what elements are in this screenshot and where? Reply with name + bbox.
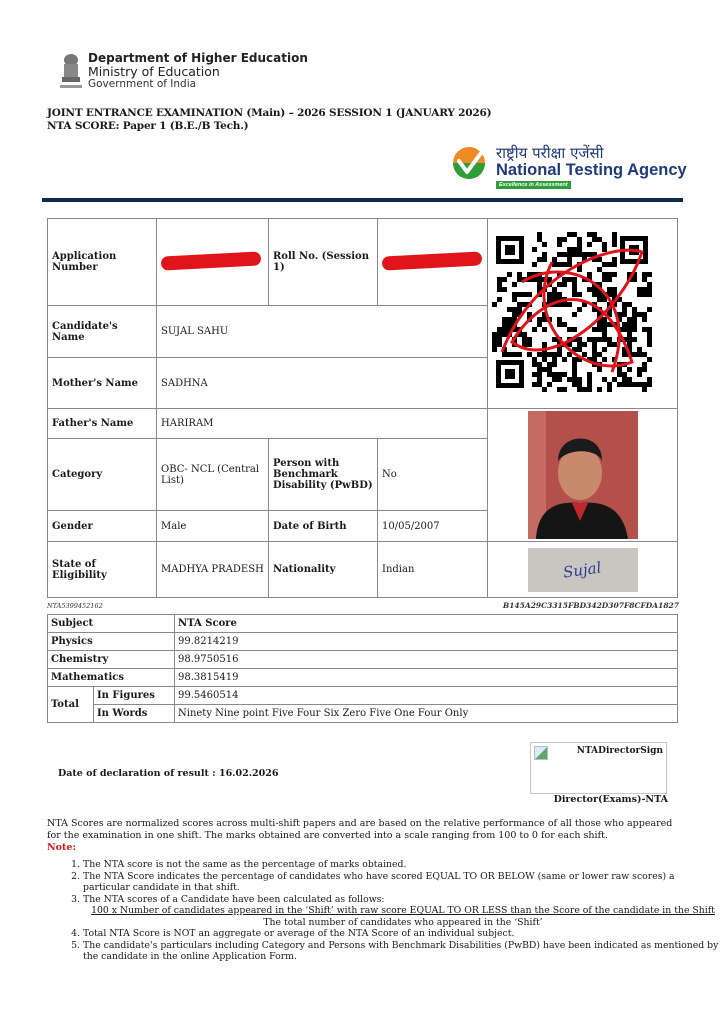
subject-header: Subject [48, 615, 175, 633]
formula-numerator: 100 x Number of candidates appeared in the ‘Shift’ with raw score EQUAL TO OR LESS than the Score of the candidate in the Shift [91, 905, 715, 916]
application-number-label: Application Number [48, 219, 157, 306]
candidate-photo [528, 411, 638, 539]
pwbd-label: Person with Benchmark Disability (PwBD) [269, 439, 378, 511]
nta-score-explanation: NTA Scores are normalized scores across multi-shift papers and are based on the relative performance of all those who appeared for the examination in one shift. The marks obtained are converted into a scale ranging from 100 to 0 for each shift. [47, 818, 673, 841]
roll-no-value [378, 219, 488, 306]
government-name: Government of India [88, 78, 197, 90]
formula-denominator: The total number of candidates who appeared in the ‘Shift’ [263, 916, 543, 928]
reference-id-left: NTA5399452162 [47, 602, 103, 610]
note-item-text: The NTA scores of a Candidate have been calculated as follows: [83, 893, 385, 905]
total-figures-row [48, 687, 678, 705]
nta-logo-icon [452, 145, 486, 181]
category-value: OBC- NCL (Central List) [157, 439, 269, 511]
in-figures-label: In Figures [94, 687, 175, 705]
national-emblem-icon [58, 52, 84, 90]
candidate-info-table [47, 218, 678, 598]
subject-name: Physics [48, 633, 175, 651]
candidate-signature [528, 548, 638, 592]
state-label: State of Eligibility [48, 542, 157, 598]
note-item: 1. The NTA score is not the same as the percentage of marks obtained. [83, 859, 723, 871]
department-block [88, 52, 308, 91]
nta-tagline: Excellence in Assessment [496, 181, 571, 189]
score-row [48, 633, 678, 651]
note-item: 4. Total NTA Score is NOT an aggregate or average of the NTA Score of an individual subject. [83, 928, 723, 940]
mother-name-value: SADHNA [157, 358, 488, 409]
signature-text: Sujal [562, 557, 603, 582]
roll-no-label: Roll No. (Session 1) [269, 219, 378, 306]
exam-title-line1: JOINT ENTRANCE EXAMINATION (Main) – 2026 SESSION 1 (JANUARY 2026) [47, 107, 492, 119]
nationality-value: Indian [378, 542, 488, 598]
total-words-row [48, 705, 678, 723]
dob-value: 10/05/2007 [378, 511, 488, 542]
pwbd-value: No [378, 439, 488, 511]
subject-score: 98.3815419 [175, 669, 678, 687]
in-figures-value: 99.5460514 [175, 687, 678, 705]
nta-english-name: National Testing Agency [496, 161, 687, 179]
director-signature-image [530, 742, 667, 794]
total-label: Total [48, 687, 94, 723]
note-item: 2. The NTA Score indicates the percentage of candidates who have scored EQUAL TO OR BELOW (same or lower raw scores) a particular candidate in that shift. [83, 871, 723, 894]
broken-image-icon [534, 746, 548, 760]
state-value: MADHYA PRADESH [157, 542, 269, 598]
qr-code-cell [488, 219, 678, 409]
department-name: Department of Higher Education [88, 51, 308, 65]
note-label: Note: [47, 842, 76, 853]
director-title: Director(Exams)-NTA [553, 794, 668, 805]
gender-label: Gender [48, 511, 157, 542]
exam-title-line2: NTA SCORE: Paper 1 (B.E./B Tech.) [47, 120, 249, 132]
father-name-value: HARIRAM [157, 409, 488, 439]
nta-hindi-name: राष्ट्रीय परीक्षा एजेंसी [496, 144, 604, 162]
subject-name: Mathematics [48, 669, 175, 687]
score-row [48, 669, 678, 687]
ministry-name: Ministry of Education [88, 64, 220, 79]
candidate-name-label: Candidate's Name [48, 306, 157, 358]
score-header-row [48, 615, 678, 633]
nationality-label: Nationality [269, 542, 378, 598]
signature-cell [488, 542, 678, 598]
declaration-date: Date of declaration of result : 16.02.2026 [58, 768, 279, 779]
redaction-mark [382, 251, 483, 270]
note-item [83, 894, 723, 929]
signature-alt-text: NTADirectorSign [576, 746, 663, 756]
in-words-label: In Words [94, 705, 175, 723]
mother-name-label: Mother's Name [48, 358, 157, 409]
nta-score-header: NTA Score [175, 615, 678, 633]
note-item: 5. The candidate's particulars including Category and Persons with Benchmark Disabilities (PwBD) have been indicated as mentioned by the candidate in the online Application Form. [83, 940, 723, 963]
subject-score: 99.8214219 [175, 633, 678, 651]
score-formula [83, 905, 723, 928]
candidate-name-value: SUJAL SAHU [157, 306, 488, 358]
category-label: Category [48, 439, 157, 511]
photo-cell [488, 409, 678, 542]
score-row [48, 651, 678, 669]
qr-code-icon [492, 232, 652, 392]
father-name-label: Father's Name [48, 409, 157, 439]
application-number-value [157, 219, 269, 306]
gender-value: Male [157, 511, 269, 542]
subject-name: Chemistry [48, 651, 175, 669]
subject-score: 98.9750516 [175, 651, 678, 669]
score-table [47, 614, 678, 723]
dob-label: Date of Birth [269, 511, 378, 542]
redaction-mark [161, 251, 262, 270]
notes-list [47, 859, 723, 963]
exam-title [47, 107, 491, 133]
header-divider [42, 198, 683, 202]
in-words-value: Ninety Nine point Five Four Six Zero Five One Four Only [175, 705, 678, 723]
reference-id-right: B145A29C3315FBD342D307F8CFDA1827 [502, 601, 679, 610]
